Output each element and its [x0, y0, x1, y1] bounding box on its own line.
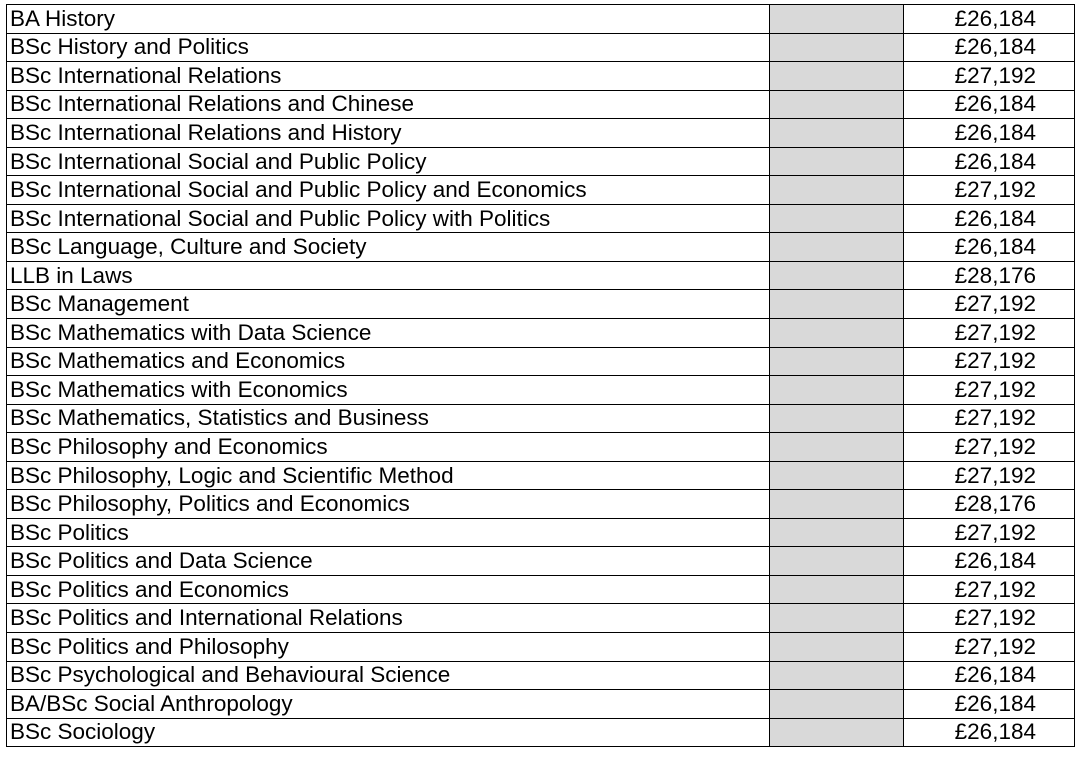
table-row: [7, 376, 1075, 405]
table-row: [7, 347, 1075, 376]
shaded-empty-cell: [770, 261, 904, 290]
fees-table-body: [7, 5, 1075, 747]
programme-name-cell: BSc Mathematics with Data Science: [7, 319, 770, 348]
table-row: [7, 176, 1075, 205]
table-row: [7, 233, 1075, 262]
fee-cell: £26,184: [904, 661, 1075, 690]
shaded-empty-cell: [770, 404, 904, 433]
shaded-empty-cell: [770, 62, 904, 91]
programme-name-cell: BSc International Social and Public Policy and Economics: [7, 176, 770, 205]
programme-name-cell: LLB in Laws: [7, 261, 770, 290]
shaded-empty-cell: [770, 5, 904, 34]
shaded-empty-cell: [770, 518, 904, 547]
table-row: [7, 5, 1075, 34]
table-row: [7, 404, 1075, 433]
fee-cell: £26,184: [904, 90, 1075, 119]
table-row: [7, 490, 1075, 519]
programme-name-cell: BA History: [7, 5, 770, 34]
programme-name-cell: BA/BSc Social Anthropology: [7, 690, 770, 719]
fee-cell: £27,192: [904, 433, 1075, 462]
programme-name-cell: BSc Politics: [7, 518, 770, 547]
programme-name-cell: BSc Psychological and Behavioural Science: [7, 661, 770, 690]
table-row: [7, 62, 1075, 91]
shaded-empty-cell: [770, 633, 904, 662]
programme-name-cell: BSc International Relations: [7, 62, 770, 91]
table-row: [7, 547, 1075, 576]
table-row: [7, 461, 1075, 490]
shaded-empty-cell: [770, 176, 904, 205]
table-row: [7, 661, 1075, 690]
table-row: [7, 204, 1075, 233]
shaded-empty-cell: [770, 575, 904, 604]
shaded-empty-cell: [770, 90, 904, 119]
table-row: [7, 319, 1075, 348]
fee-cell: £27,192: [904, 633, 1075, 662]
fee-cell: £27,192: [904, 461, 1075, 490]
table-row: [7, 90, 1075, 119]
fee-cell: £27,192: [904, 347, 1075, 376]
fee-cell: £26,184: [904, 119, 1075, 148]
programme-name-cell: BSc Sociology: [7, 718, 770, 747]
table-row: [7, 604, 1075, 633]
shaded-empty-cell: [770, 661, 904, 690]
fee-cell: £26,184: [904, 690, 1075, 719]
fee-cell: £27,192: [904, 604, 1075, 633]
programme-name-cell: BSc Philosophy, Logic and Scientific Method: [7, 461, 770, 490]
fee-cell: £26,184: [904, 204, 1075, 233]
shaded-empty-cell: [770, 204, 904, 233]
shaded-empty-cell: [770, 547, 904, 576]
shaded-empty-cell: [770, 319, 904, 348]
shaded-empty-cell: [770, 119, 904, 148]
table-row: [7, 718, 1075, 747]
shaded-empty-cell: [770, 461, 904, 490]
programme-name-cell: BSc Management: [7, 290, 770, 319]
shaded-empty-cell: [770, 490, 904, 519]
shaded-empty-cell: [770, 233, 904, 262]
table-row: [7, 633, 1075, 662]
fee-cell: £26,184: [904, 33, 1075, 62]
programme-name-cell: BSc History and Politics: [7, 33, 770, 62]
shaded-empty-cell: [770, 347, 904, 376]
fee-cell: £27,192: [904, 176, 1075, 205]
fee-cell: £26,184: [904, 147, 1075, 176]
programme-name-cell: BSc International Relations and History: [7, 119, 770, 148]
fee-cell: £26,184: [904, 718, 1075, 747]
programme-name-cell: BSc International Social and Public Policy with Politics: [7, 204, 770, 233]
programme-name-cell: BSc Mathematics, Statistics and Business: [7, 404, 770, 433]
shaded-empty-cell: [770, 147, 904, 176]
shaded-empty-cell: [770, 376, 904, 405]
table-row: [7, 690, 1075, 719]
programme-name-cell: BSc Language, Culture and Society: [7, 233, 770, 262]
fee-cell: £26,184: [904, 547, 1075, 576]
shaded-empty-cell: [770, 718, 904, 747]
fee-cell: £27,192: [904, 290, 1075, 319]
fee-cell: £26,184: [904, 233, 1075, 262]
fee-cell: £27,192: [904, 319, 1075, 348]
table-row: [7, 33, 1075, 62]
programme-name-cell: BSc Politics and Economics: [7, 575, 770, 604]
table-row: [7, 518, 1075, 547]
programme-name-cell: BSc International Social and Public Policy: [7, 147, 770, 176]
programme-name-cell: BSc Philosophy and Economics: [7, 433, 770, 462]
shaded-empty-cell: [770, 690, 904, 719]
table-row: [7, 261, 1075, 290]
programme-name-cell: BSc Mathematics and Economics: [7, 347, 770, 376]
table-row: [7, 433, 1075, 462]
programme-name-cell: BSc Philosophy, Politics and Economics: [7, 490, 770, 519]
programme-name-cell: BSc Politics and Data Science: [7, 547, 770, 576]
fee-cell: £27,192: [904, 376, 1075, 405]
fee-cell: £28,176: [904, 261, 1075, 290]
fee-cell: £27,192: [904, 518, 1075, 547]
programme-name-cell: BSc Politics and Philosophy: [7, 633, 770, 662]
table-row: [7, 575, 1075, 604]
fee-cell: £27,192: [904, 404, 1075, 433]
table-row: [7, 119, 1075, 148]
programme-name-cell: BSc Politics and International Relations: [7, 604, 770, 633]
shaded-empty-cell: [770, 604, 904, 633]
fee-cell: £26,184: [904, 5, 1075, 34]
fees-table: [6, 4, 1075, 747]
fee-cell: £27,192: [904, 62, 1075, 91]
shaded-empty-cell: [770, 433, 904, 462]
fee-cell: £28,176: [904, 490, 1075, 519]
shaded-empty-cell: [770, 33, 904, 62]
programme-name-cell: BSc Mathematics with Economics: [7, 376, 770, 405]
fee-cell: £27,192: [904, 575, 1075, 604]
table-row: [7, 290, 1075, 319]
table-row: [7, 147, 1075, 176]
shaded-empty-cell: [770, 290, 904, 319]
programme-name-cell: BSc International Relations and Chinese: [7, 90, 770, 119]
